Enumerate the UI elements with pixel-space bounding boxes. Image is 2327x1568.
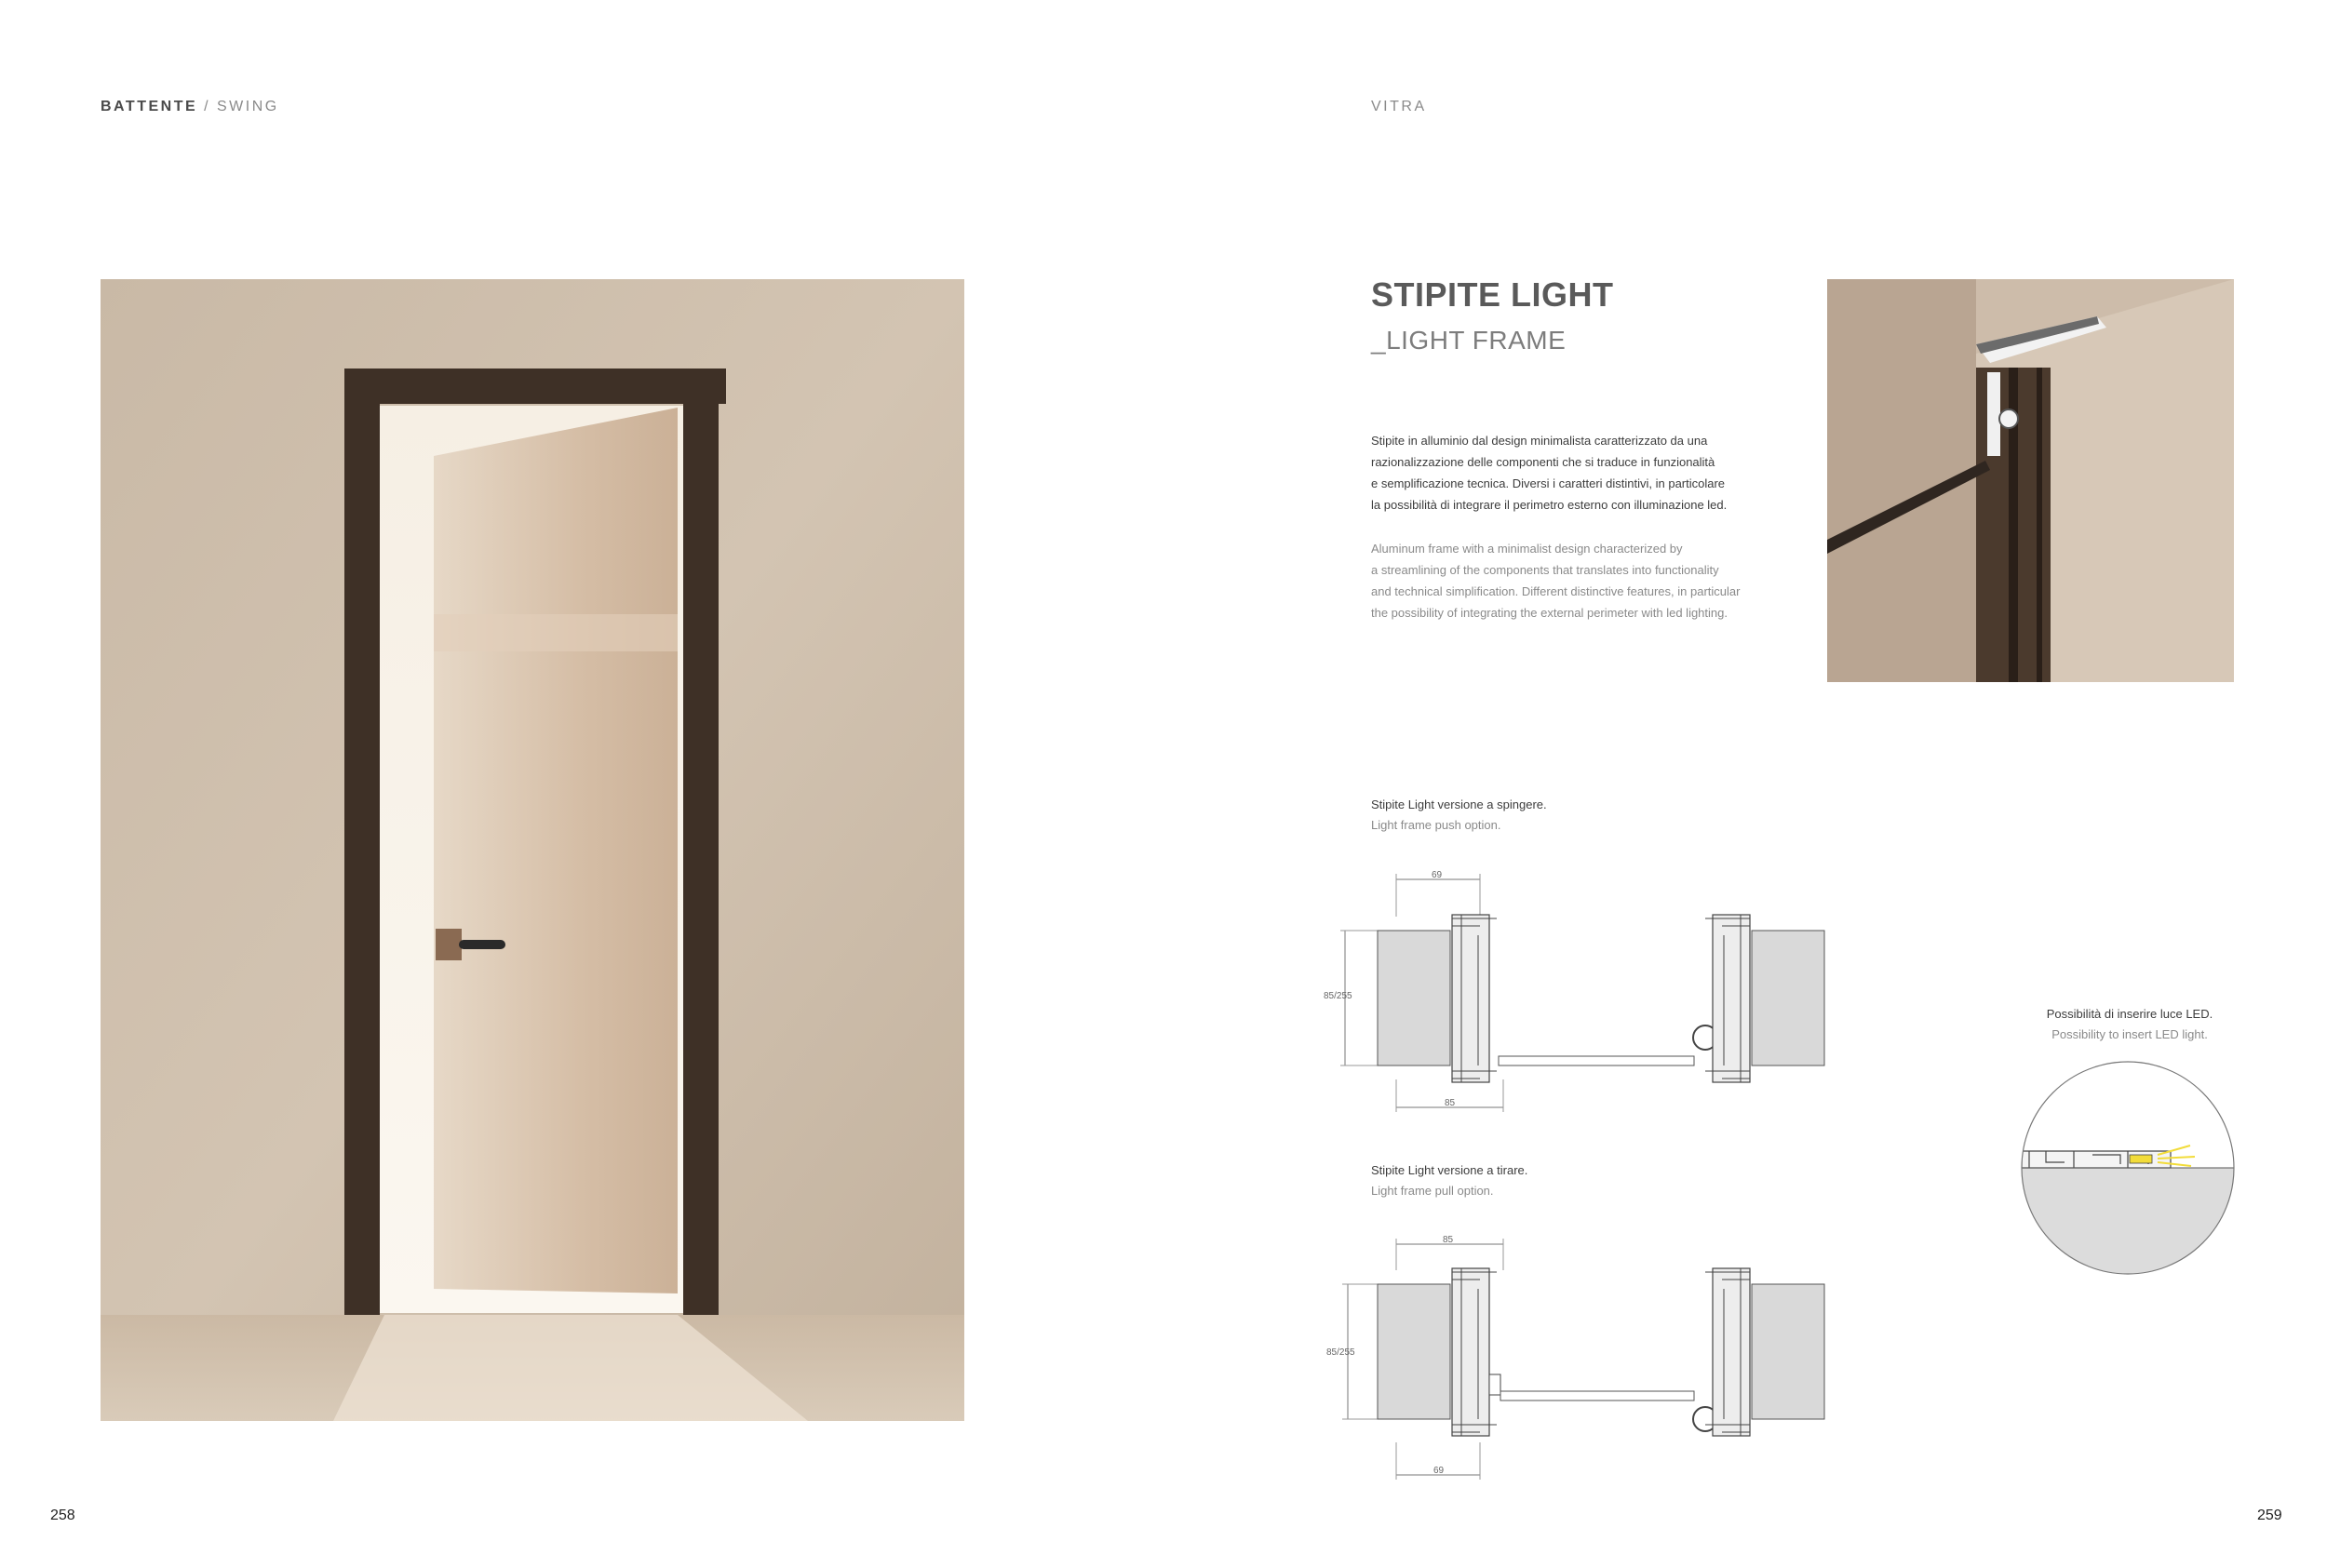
wall-block xyxy=(1752,931,1824,1065)
page-title: STIPITE LIGHT xyxy=(1371,275,1614,314)
wall-block xyxy=(1378,931,1450,1065)
header-section: BATTENTE xyxy=(101,99,198,114)
push-caption xyxy=(1371,795,1547,836)
description-italian xyxy=(1371,430,1771,516)
push-caption-en: Light frame push option. xyxy=(1371,818,1501,832)
description-english xyxy=(1371,538,1771,623)
push-section-diagram xyxy=(1322,861,1917,1112)
pull-dim-bottom: 69 xyxy=(1433,1466,1445,1476)
push-dim-top: 69 xyxy=(1432,870,1443,880)
push-caption-it: Stipite Light versione a spingere. xyxy=(1371,797,1547,811)
frame-detail-illustration xyxy=(1827,279,2234,682)
push-dim-bottom: 85 xyxy=(1445,1098,1456,1108)
frame-profile xyxy=(1713,915,1750,1082)
led-detail-diagram xyxy=(2018,1058,2238,1278)
frame-detail-photo xyxy=(1827,279,2234,682)
description-line: and technical simplification. Different distinctive features, in particular xyxy=(1371,584,1741,598)
led-caption-en: Possibility to insert LED light. xyxy=(2051,1027,2208,1041)
led-strip xyxy=(2130,1155,2152,1163)
wall-block xyxy=(1378,1284,1450,1419)
pull-section-diagram xyxy=(1322,1233,1917,1484)
pull-caption-en: Light frame pull option. xyxy=(1371,1184,1494,1198)
glass-panel xyxy=(1500,1391,1694,1400)
frame-profile xyxy=(1452,1268,1489,1436)
push-dim-side: 85/255 xyxy=(1324,991,1352,1001)
pull-caption-it: Stipite Light versione a tirare. xyxy=(1371,1163,1528,1177)
pull-dim-side: 85/255 xyxy=(1326,1347,1355,1358)
description-line: la possibilità di integrare il perimetro esterno con illuminazione led. xyxy=(1371,498,1728,512)
door-illustration xyxy=(101,279,964,1421)
right-header: VITRA xyxy=(1371,99,1427,114)
led-caption-it: Possibilità di inserire luce LED. xyxy=(2046,1007,2213,1021)
description-line: a streamlining of the components that translates into functionality xyxy=(1371,563,1719,577)
pull-dim-top: 85 xyxy=(1443,1235,1454,1245)
glass-panel xyxy=(1499,1056,1694,1065)
pull-caption xyxy=(1371,1160,1527,1201)
description-line: the possibility of integrating the external perimeter with led lighting. xyxy=(1371,606,1728,620)
description-line: Stipite in alluminio dal design minimalista caratterizzato da una xyxy=(1371,434,1708,448)
page-subtitle: _LIGHT FRAME xyxy=(1371,326,1567,355)
wall-block xyxy=(1752,1284,1824,1419)
right-page-number: 259 xyxy=(2257,1508,2282,1523)
header-subsection: SWING xyxy=(217,99,279,114)
description-line: e semplificazione tecnica. Diversi i caratteri distintivi, in particolare xyxy=(1371,476,1726,490)
led-caption xyxy=(2037,1004,2223,1045)
header-separator: / xyxy=(204,99,211,114)
frame-profile xyxy=(1452,915,1489,1082)
left-page-number: 258 xyxy=(50,1508,75,1523)
left-header xyxy=(101,99,279,115)
frame-profile xyxy=(1713,1268,1750,1436)
description-line: Aluminum frame with a minimalist design characterized by xyxy=(1371,542,1683,556)
door-photo xyxy=(101,279,964,1421)
description-line: razionalizzazione delle componenti che si traduce in funzionalità xyxy=(1371,455,1715,469)
